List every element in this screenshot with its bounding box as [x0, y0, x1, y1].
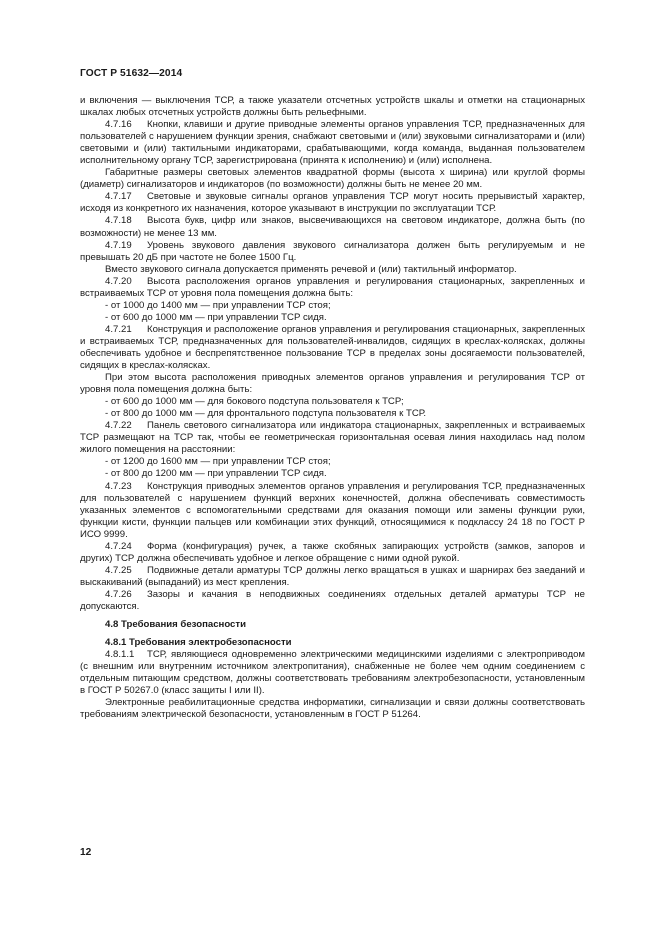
clause-number: 4.7.21 — [105, 323, 132, 335]
clause-number: 4.7.20 — [105, 275, 132, 287]
paragraph — [80, 697, 585, 721]
paragraph — [80, 240, 585, 264]
clause-number: 4.7.25 — [105, 564, 132, 576]
paragraph — [80, 312, 585, 324]
paragraph — [80, 420, 585, 456]
clause-number: 4.7.17 — [105, 191, 132, 203]
paragraph — [80, 215, 585, 239]
paragraph-text: - от 600 до 1000 мм — при управлении ТСР сидя. — [105, 311, 327, 323]
paragraph — [80, 468, 585, 480]
paragraph — [80, 396, 585, 408]
paragraph-text: ТСР, являющиеся одновременно электрическими медицинскими изделиями с электроприводом (с внешним или внутренним источником электропитания), снабженные не более чем одним соединением с отдельным питающим средством, должны соответствовать требованиям электробезопасности, установленным в ГОСТ Р 50267.0 (класс защиты I или II). — [80, 649, 585, 697]
paragraph-text: Электронные реабилитационные средства информатики, сигнализации и связи должны соответствовать требованиям электрической безопасности, установленным в ГОСТ Р 51264. — [80, 697, 585, 721]
paragraph-text: Конструкция и расположение органов управления и регулирования стационарных, закрепленных и встраиваемых ТСР, предназначенных для пользователей-инвалидов, сидящих в креслах-колясках, должны обеспечивать удобное и беспрепятственное пользование ТСР в пределах зоны досягаемости пользователей, сидящих в креслах-колясках. — [80, 323, 585, 372]
page-number: 12 — [80, 847, 92, 858]
paragraph — [80, 649, 585, 697]
paragraph-text: и включения — выключения ТСР, а также указатели отсчетных устройств шкалы и отметки на стационарных шкалах любых отсчетных устройств должны быть рельефными. — [80, 95, 585, 119]
paragraph — [80, 408, 585, 420]
paragraph — [80, 589, 585, 613]
paragraph-text: - от 800 до 1200 мм — при управлении ТСР сидя. — [105, 468, 327, 480]
paragraph-text: Конструкция приводных элементов органов управления и регулирования ТСР, предназначенных для пользователей с нарушением функций верхних конечностей, должна обеспечивать совместимость указанных элементов с вспомогательными средствами для оказания помощи или замены функции руки, функции кисти, функции пальцев или комбинации этих функций, относящимися к подклассу 24 18 по ГОСТ Р ИСО 9999. — [80, 480, 585, 540]
paragraph — [80, 276, 585, 300]
paragraph-text: Световые и звуковые сигналы органов управления ТСР могут носить прерывистый характер, исходя из конкретного их назначения, которое указывают в инструкции по эксплуатации ТСР. — [80, 191, 585, 215]
clause-number: 4.7.23 — [105, 480, 132, 492]
clause-number: 4.7.24 — [105, 540, 132, 552]
paragraph-text: Высота букв, цифр или знаков, высвечивающихся на световом индикаторе, должна быть (по возможности) не менее 13 мм. — [80, 215, 585, 239]
section-heading-4-8: 4.8 Требования безопасности — [105, 619, 246, 631]
document-body — [80, 95, 585, 721]
paragraph-text: - от 600 до 1000 мм — для бокового подступа пользователя к ТСР; — [105, 396, 404, 408]
paragraph-text: Габаритные размеры световых элементов квадратной формы (высота х ширина) или круглой формы (диаметр) сигнализаторов и индикаторов (по возможности) должны быть не менее 20 мм. — [80, 167, 585, 191]
paragraph — [80, 264, 585, 276]
paragraph-text: - от 800 до 1000 мм — для фронтального подступа пользователя к ТСР. — [105, 408, 427, 420]
paragraph — [80, 324, 585, 372]
paragraph-text: Высота расположения органов управления и регулирования стационарных, закрепленных и встраиваемых ТСР от уровня пола помещения должна быть: — [80, 275, 585, 299]
paragraph-text: Подвижные детали арматуры ТСР должны легко вращаться в ушках и шарнирах без заеданий и выскакиваний (выпаданий) из мест крепления. — [80, 564, 585, 588]
clause-number: 4.7.26 — [105, 588, 132, 600]
clause-number: 4.7.16 — [105, 119, 132, 131]
paragraph-text: Уровень звукового давления звукового сигнализатора должен быть регулируемым и не превышать 20 дБ при частоте не более 1500 Гц. — [80, 239, 585, 263]
paragraph-text: Вместо звукового сигнала допускается применять речевой и (или) тактильный информатор. — [105, 263, 517, 275]
paragraph — [80, 300, 585, 312]
paragraph — [80, 167, 585, 191]
paragraphs-block — [80, 95, 585, 613]
clause-number: 4.7.22 — [105, 420, 132, 432]
paragraph — [80, 372, 585, 396]
paragraph — [80, 481, 585, 541]
paragraph — [80, 95, 585, 119]
clause-number: 4.7.19 — [105, 239, 132, 251]
paragraph — [80, 191, 585, 215]
paragraph-text: - от 1000 до 1400 мм — при управлении ТСР стоя; — [105, 299, 331, 311]
document-header: ГОСТ Р 51632—2014 — [80, 68, 183, 79]
paragraphs-block-2 — [80, 649, 585, 721]
clause-number: 4.8.1.1 — [105, 649, 135, 661]
paragraph-text: Кнопки, клавиши и другие приводные элементы органов управления ТСР, предназначенных для пользователей с нарушением функции зрения, снабжают световыми и (или) звуковыми сигнализаторами и (или) световыми и (или) тактильными индикаторами, срабатывающими, когда команда, выданная пользователем исполнительному органу ТСР, зарегистрирована (принята к исполнению) и (или) исполнена. — [80, 119, 585, 167]
paragraph — [80, 565, 585, 589]
paragraph-text: При этом высота расположения приводных элементов органов управления и регулирования ТСР от уровня пола помещения должна быть: — [80, 372, 585, 396]
paragraph-text: Форма (конфигурация) ручек, а также скобяных запирающих устройств (замков, запоров и других) ТСР должна обеспечивать удобное и легкое обращение с ними одной рукой. — [80, 540, 585, 564]
subsection-heading-4-8-1: 4.8.1 Требования электробезопасности — [105, 637, 292, 649]
paragraph — [80, 456, 585, 468]
paragraph — [80, 541, 585, 565]
paragraph-text: Зазоры и качания в неподвижных соединениях отдельных деталей арматуры ТСР не допускаются. — [80, 588, 585, 612]
clause-number: 4.7.18 — [105, 215, 132, 227]
paragraph-text: Панель светового сигнализатора или индикатора стационарных, закрепленных и встраиваемых ТСР размещают на ТСР так, чтобы ее геометрическая горизонтальная осевая линия находилась над полом жилого помещения на расстоянии: — [80, 420, 585, 456]
paragraph — [80, 119, 585, 167]
paragraph-text: - от 1200 до 1600 мм — при управлении ТСР стоя; — [105, 456, 331, 468]
